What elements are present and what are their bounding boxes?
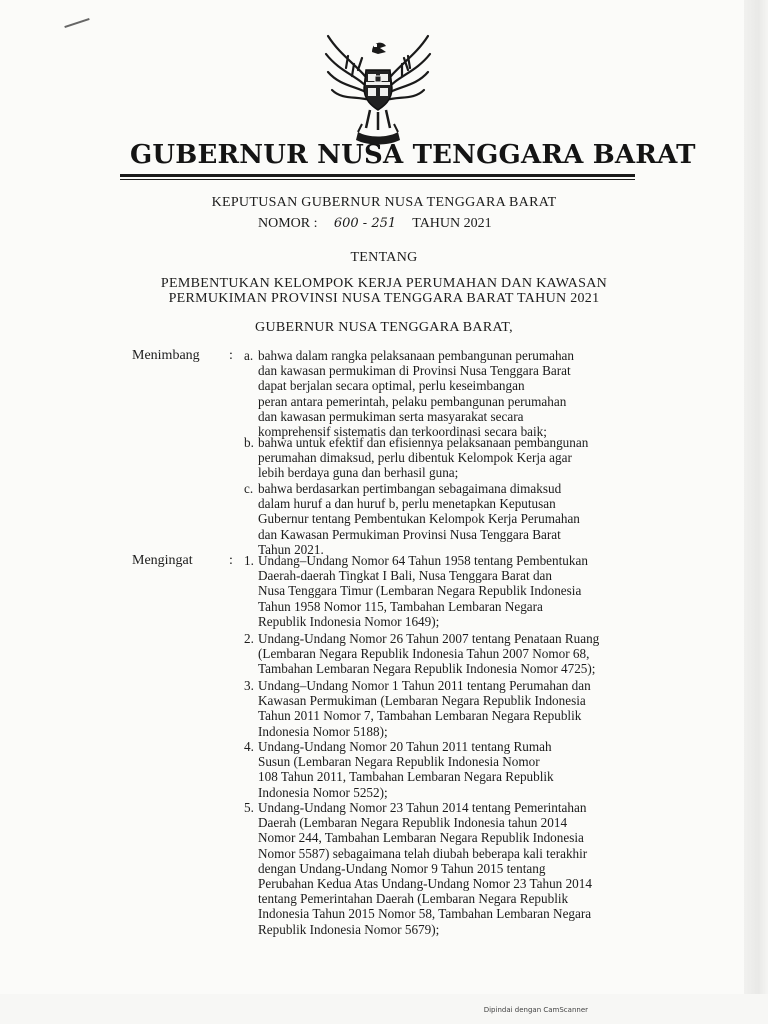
mengingat-item-1 — [244, 553, 644, 629]
menimbang-label: Menimbang — [132, 348, 200, 363]
garuda-pancasila-emblem-icon — [322, 28, 434, 156]
nomor-handwritten-value: 600 - 251 — [333, 216, 397, 231]
item-text: Undang-Undang Nomor 26 Tahun 2007 tentang Penataan Ruang (Lembaran Negara Republik Indonesia Tahun 2007 Nomor 68, Tambahan Lembaran Negara Republik Indonesia Nomor 4725); — [258, 631, 600, 677]
subject-line-2: PERMUKIMAN PROVINSI NUSA TENGGARA BARAT TAHUN 2021 — [168, 291, 600, 306]
scanner-watermark: Dipindai dengan CamScanner — [483, 1006, 588, 1014]
menimbang-item-a — [244, 348, 644, 439]
pen-mark — [64, 18, 89, 28]
decree-number-line — [258, 216, 492, 232]
item-marker: 4. — [244, 739, 254, 754]
item-marker: b. — [244, 435, 254, 450]
item-marker: 5. — [244, 800, 254, 815]
nomor-label: NOMOR : — [258, 216, 318, 231]
mengingat-item-2 — [244, 631, 644, 677]
item-text: Undang–Undang Nomor 64 Tahun 1958 tentang Pembentukan Daerah-daerah Tingkat I Bali, Nusa Tenggara Barat dan Nusa Tenggara Timur (Lembaran Negara Republik Indonesia Tahun 1958 Nomor 115, Tambahan Lembaran Negara Republik Indonesia Nomor 1649); — [258, 553, 588, 629]
item-marker: a. — [244, 348, 254, 363]
page-bottom-margin — [0, 994, 768, 1024]
item-text: bahwa berdasarkan pertimbangan sebagaimana dimaksud dalam huruf a dan huruf b, perlu menetapkan Keputusan Gubernur tentang Pembentukan Kelompok Kerja Perumahan dan Kawasan Permukiman Provinsi Nusa Tenggara Barat Tahun 2021. — [258, 481, 580, 557]
mengingat-item-4 — [244, 739, 644, 800]
item-marker: c. — [244, 481, 254, 496]
mengingat-colon: : — [229, 553, 233, 568]
issuer-title: GUBERNUR NUSA TENGGARA BARAT — [130, 140, 696, 170]
item-marker: 1. — [244, 553, 254, 568]
subject-line-1: PEMBENTUKAN KELOMPOK KERJA PERUMAHAN DAN KAWASAN — [160, 276, 608, 291]
item-text: Undang-Undang Nomor 20 Tahun 2011 tentang Rumah Susun (Lembaran Negara Republik Indonesia Nomor 108 Tahun 2011, Tambahan Lembaran Negara Republik Indonesia Nomor 5252); — [258, 739, 554, 800]
menimbang-item-c — [244, 481, 644, 557]
tahun-label: TAHUN 2021 — [412, 216, 492, 231]
page-edge-shadow — [744, 0, 768, 1024]
item-marker: 3. — [244, 678, 254, 693]
menimbang-colon: : — [229, 348, 233, 363]
item-marker: 2. — [244, 631, 254, 646]
header-divider-thin — [120, 179, 635, 180]
menimbang-item-b — [244, 435, 644, 481]
governor-line: GUBERNUR NUSA TENGGARA BARAT, — [255, 320, 513, 335]
mengingat-item-5 — [244, 800, 644, 937]
header-divider-thick — [120, 174, 635, 177]
item-text: bahwa dalam rangka pelaksanaan pembangunan perumahan dan kawasan permukiman di Provinsi Nusa Tenggara Barat dapat berjalan secara optimal, perlu keseimbangan peran antara pemerintah, pelaku pembangunan perumahan dan kawasan permukiman serta masyarakat secara komprehensif sistematis dan terkoordinasi secara baik; — [258, 348, 574, 440]
item-text: Undang–Undang Nomor 1 Tahun 2011 tentang Perumahan dan Kawasan Permukiman (Lembaran Negara Republik Indonesia Tahun 2011 Nomor 7, Tambahan Lembaran Negara Republik Indonesia Nomor 5188); — [258, 678, 591, 739]
mengingat-label: Mengingat — [132, 553, 193, 568]
mengingat-item-3 — [244, 678, 644, 739]
decree-heading: KEPUTUSAN GUBERNUR NUSA TENGGARA BARAT — [211, 195, 557, 210]
item-text: bahwa untuk efektif dan efisiennya pelaksanaan pembangunan perumahan dimaksud, perlu dibentuk Kelompok Kerja agar lebih berdaya guna dan berhasil guna; — [258, 435, 589, 481]
tentang-heading: TENTANG — [350, 250, 418, 265]
item-text: Undang-Undang Nomor 23 Tahun 2014 tentang Pemerintahan Daerah (Lembaran Negara Republik Indonesia tahun 2014 Nomor 244, Tambahan Lembaran Negara Republik Indonesia Nomor 5587) sebagaimana telah diubah beberapa kali terakhir dengan Undang-Undang Nomor 9 Tahun 2015 tentang Perubahan Kedua Atas Undang-Undang Nomor 23 Tahun 2014 tentang Pemerintahan Daerah (Lembaran Negara Republik Indonesia Tahun 2015 Nomor 58, Tambahan Lembaran Negara Republik Indonesia Nomor 5679); — [258, 800, 592, 937]
